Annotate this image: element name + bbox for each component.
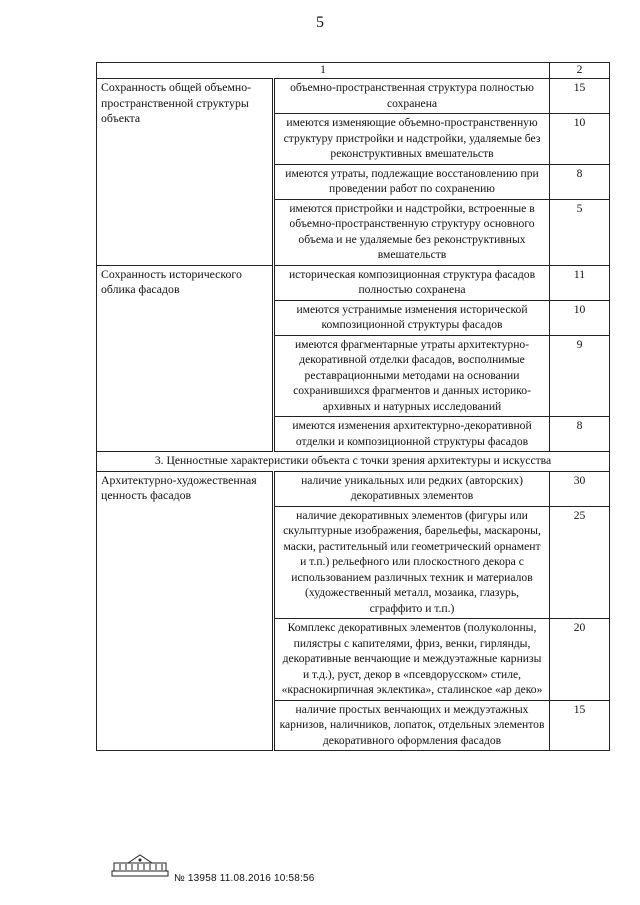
description-cell: имеются фрагментарные утраты архитектурно-декоративной отделки фасадов, восполнимые реставрационными методами на основании сохранившихся фрагментов и данных историко-архивных и натурных исследований xyxy=(274,335,550,417)
description-cell: наличие декоративных элементов (фигуры или скульптурные изображения, барельефы, маскароны, маски, растительный или геометрический орнамент и т.п.) рельефного или плоскостного декора с использованием различных техник и материалов (художественный металл, мозаика, глазурь, сграффито и т.п.) xyxy=(274,506,550,619)
section-title: 3. Ценностные характеристики объекта с точки зрения архитектуры и искусства xyxy=(97,452,610,472)
table-row xyxy=(97,79,610,114)
description-cell: объемно-пространственная структура полностью сохранена xyxy=(274,79,550,114)
score-cell: 30 xyxy=(550,471,610,506)
score-cell: 8 xyxy=(550,164,610,199)
description-cell: имеются утраты, подлежащие восстановлению при проведении работ по сохранению xyxy=(274,164,550,199)
page-number: 5 xyxy=(316,14,324,31)
building-stamp-icon xyxy=(110,853,170,882)
description-cell: имеются устранимые изменения исторической композиционной структуры фасадов xyxy=(274,300,550,335)
score-cell: 25 xyxy=(550,506,610,619)
score-cell: 5 xyxy=(550,199,610,265)
header-col-2: 2 xyxy=(550,63,610,79)
score-cell: 8 xyxy=(550,417,610,452)
section-row xyxy=(97,452,610,472)
score-cell: 10 xyxy=(550,114,610,165)
table-header-row xyxy=(97,63,610,79)
score-cell: 10 xyxy=(550,300,610,335)
score-cell: 11 xyxy=(550,265,610,300)
criterion-cell: Архитектурно-художественная ценность фасадов xyxy=(97,471,274,751)
score-cell: 9 xyxy=(550,335,610,417)
criterion-cell: Сохранность общей объемно-пространственной структуры объекта xyxy=(97,79,274,266)
header-col-1: 1 xyxy=(97,63,550,79)
table-row xyxy=(97,265,610,300)
score-cell: 15 xyxy=(550,700,610,751)
document-registration-number: № 13958 11.08.2016 10:58:56 xyxy=(174,873,315,884)
description-cell: имеются изменения архитектурно-декоративной отделки и композиционной структуры фасадов xyxy=(274,417,550,452)
description-cell: имеются пристройки и надстройки, встроенные в объемно-пространственную структуру основного объема и не удаляемые без реконструктивных вмешательств xyxy=(274,199,550,265)
description-cell: имеются изменяющие объемно-пространственную структуру пристройки и надстройки, удаляемые без реконструктивных вмешательств xyxy=(274,114,550,165)
description-cell: наличие уникальных или редких (авторских) декоративных элементов xyxy=(274,471,550,506)
score-cell: 20 xyxy=(550,619,610,701)
table-row xyxy=(97,471,610,506)
score-cell: 15 xyxy=(550,79,610,114)
description-cell: историческая композиционная структура фасадов полностью сохранена xyxy=(274,265,550,300)
description-cell: Комплекс декоративных элементов (полуколонны, пилястры с капителями, фриз, венки, гирлянды, декоративные венчающие и междуэтажные карнизы и т.д.), руст, декор в «псевдорусском» стиле, «краснокирпичная эклектика», сталинское «ар деко» xyxy=(274,619,550,701)
criteria-table xyxy=(96,62,610,751)
description-cell: наличие простых венчающих и междуэтажных карнизов, наличников, лопаток, отдельных элементов декоративного оформления фасадов xyxy=(274,700,550,751)
criterion-cell: Сохранность исторического облика фасадов xyxy=(97,265,274,452)
